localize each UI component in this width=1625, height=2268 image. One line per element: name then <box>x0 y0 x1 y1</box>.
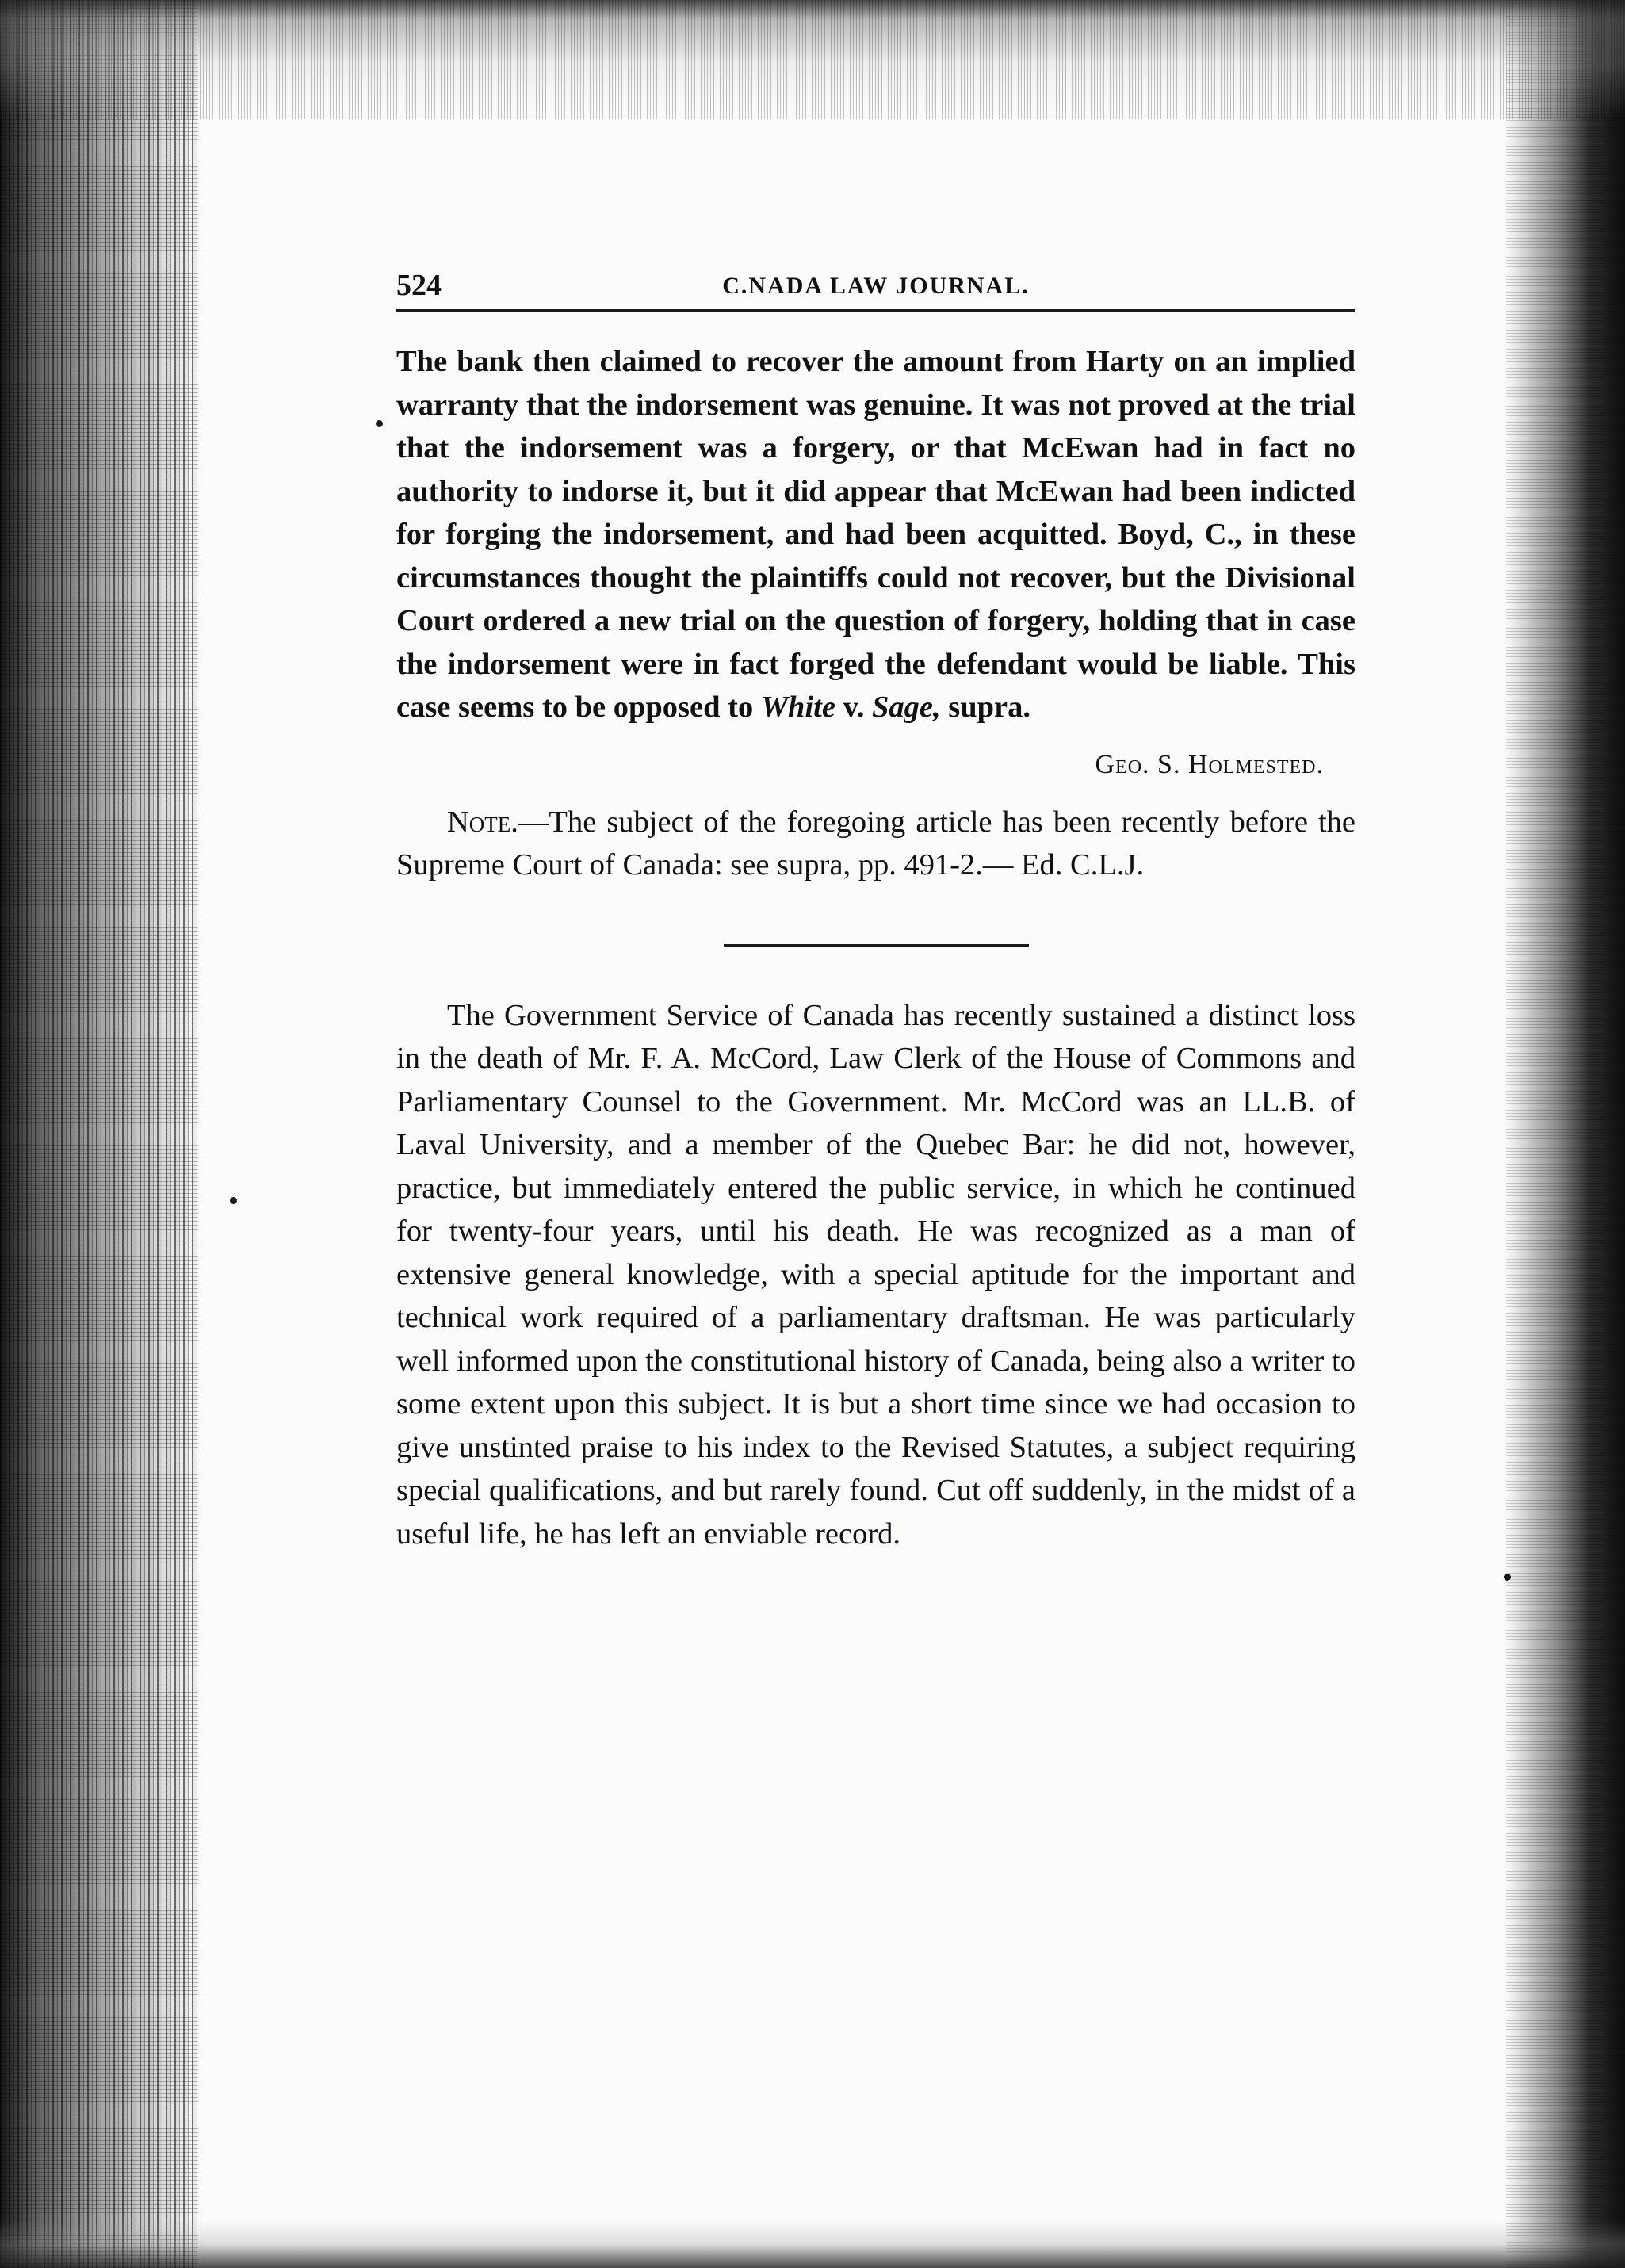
case-name-sage: Sage, <box>871 690 941 724</box>
journal-page <box>396 262 1355 1555</box>
binding-shadow-left <box>0 0 198 2268</box>
ink-speck <box>376 420 383 427</box>
obituary-paragraph: The Government Service of Canada has recently sustained a distinct loss in the death of Mr. F. A. McCord, Law Clerk of the House of Commons and Parliamentary Counsel to the Government. Mr. McCord was an LL.B. of Laval University, and a member of the Quebec Bar: he did not, however, practice, but immediately entered the public service, in which he continued for twenty-four years, until his death. He was recognized as a man of extensive general knowledge, with a special aptitude for the important and technical work required of a parliamentary draftsman. He was particularly well informed upon the constitutional history of Canada, being also a writer to some extent upon this subject. It is but a short time since we had occasion to give unstinted praise to his index to the Revised Statutes, a subject requiring special qualifications, and but rarely found. Cut off suddenly, in the midst of a useful life, he has left an enviable record. <box>396 998 1355 1551</box>
ink-speck <box>230 1197 237 1204</box>
case-name-white: White <box>760 690 835 724</box>
author-signature: Geo. S. Holmested. <box>1095 749 1324 779</box>
article-closing-paragraph <box>396 340 1355 729</box>
note-text: —The subject of the foregoing article has been recently before the Supreme Court of Canada: see supra, pp. 491-2.— Ed. C.L.J. <box>396 805 1355 882</box>
section-divider <box>724 944 1029 947</box>
journal-title: C.NADA LAW JOURNAL. <box>722 273 1030 299</box>
page-edge-shadow-top <box>0 0 1625 119</box>
running-head <box>396 262 1355 312</box>
ink-speck <box>1504 1574 1511 1581</box>
note-label: Note. <box>447 805 518 839</box>
case-connector: v. <box>835 690 872 724</box>
article-closing-tail: supra. <box>940 690 1031 724</box>
page-number: 524 <box>396 269 442 302</box>
article-closing-text: The bank then claimed to recover the amount from Harty on an implied warranty that the indorsement was genuine. It was not proved at the trial that the indorsement was a forgery, or that McEwan had in fact no authority to indorse it, but it did appear that McEwan had been indicted for forging the indorsement, and had been acquitted. Boyd, C., in these circumstances thought the plaintiffs could not recover, but the Divisional Court ordered a new trial on the question of forgery, holding that in case the indorsement were in fact forged the defendant would be liable. This case seems to be opposed to <box>396 345 1355 724</box>
page-edge-shadow-bottom <box>0 2220 1625 2268</box>
page-edge-shadow-right <box>1506 0 1625 2268</box>
editor-note <box>396 801 1355 887</box>
